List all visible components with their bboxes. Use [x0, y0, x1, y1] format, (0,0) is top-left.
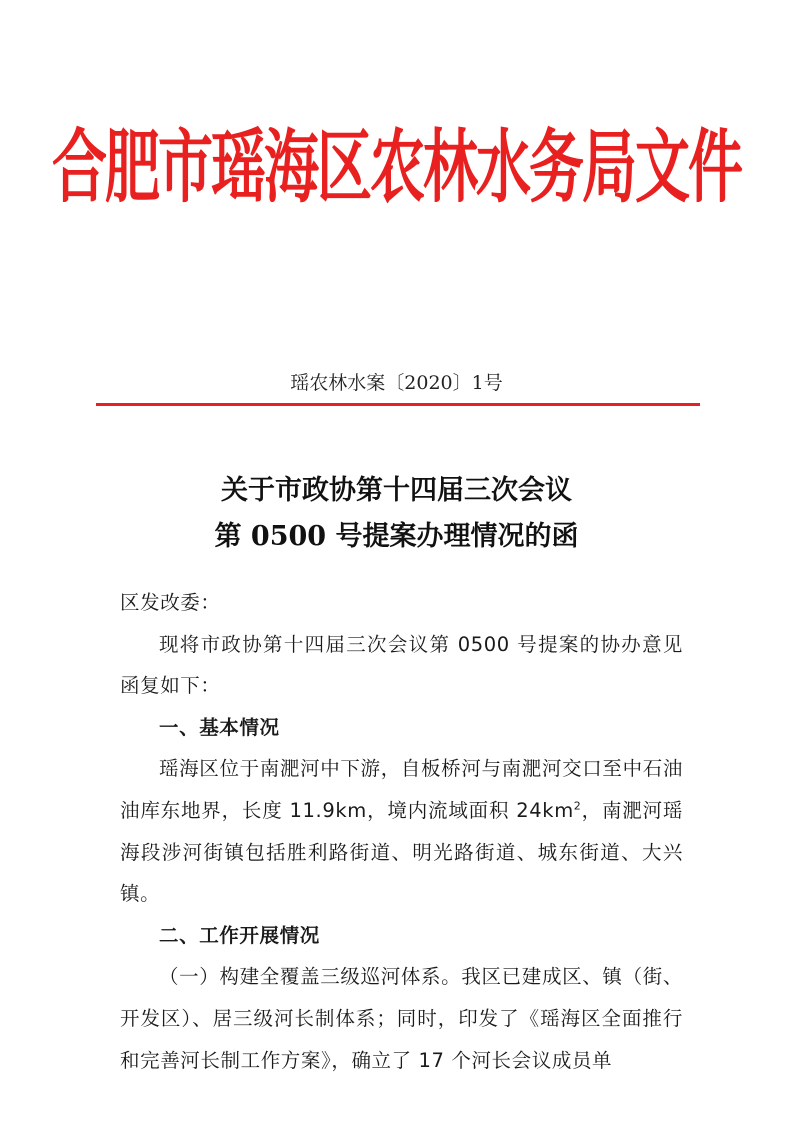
document-title: [0, 468, 793, 560]
document-number: 瑶农林水案〔2020〕1号: [290, 372, 503, 394]
section-2-paragraph-1: （一）构建全覆盖三级巡河体系。我区已建成区、镇（街、开发区）、居三级河长制体系；同时，印发了《瑶海区全面推行和完善河长制工作方案》，确立了 17 个河长会议成员单: [120, 965, 683, 1072]
red-divider-line: [96, 403, 700, 406]
section-2-heading: 二、工作开展情况: [159, 923, 320, 947]
section-1-heading: 一、基本情况: [159, 715, 280, 739]
section-1-text-part-2: ，南淝河瑶海段涉河街镇包括胜利路街道、明光路街道、城东街道、大兴镇。: [120, 798, 683, 906]
document-title-line-2: 第 0500 号提案办理情况的函: [214, 521, 579, 552]
intro-paragraph: 现将市政协第十四届三次会议第 0500 号提案的协办意见函复如下：: [120, 632, 683, 698]
addressee: 区发改委：: [120, 591, 221, 614]
area-unit-superscript: 2: [573, 799, 582, 813]
section-1-text-part-1: 瑶海区位于南淝河中下游，自板桥河与南淝河交口至中石油油库东地界，长度 11.9km，境内流域面积 24km: [120, 757, 683, 822]
document-title-line-1: 关于市政协第十四届三次会议: [221, 475, 572, 506]
document-body: [120, 582, 683, 1081]
issuer-header-title: 合肥市瑶海区农林水务局文件: [51, 120, 741, 214]
section-1-paragraph: [120, 748, 683, 914]
